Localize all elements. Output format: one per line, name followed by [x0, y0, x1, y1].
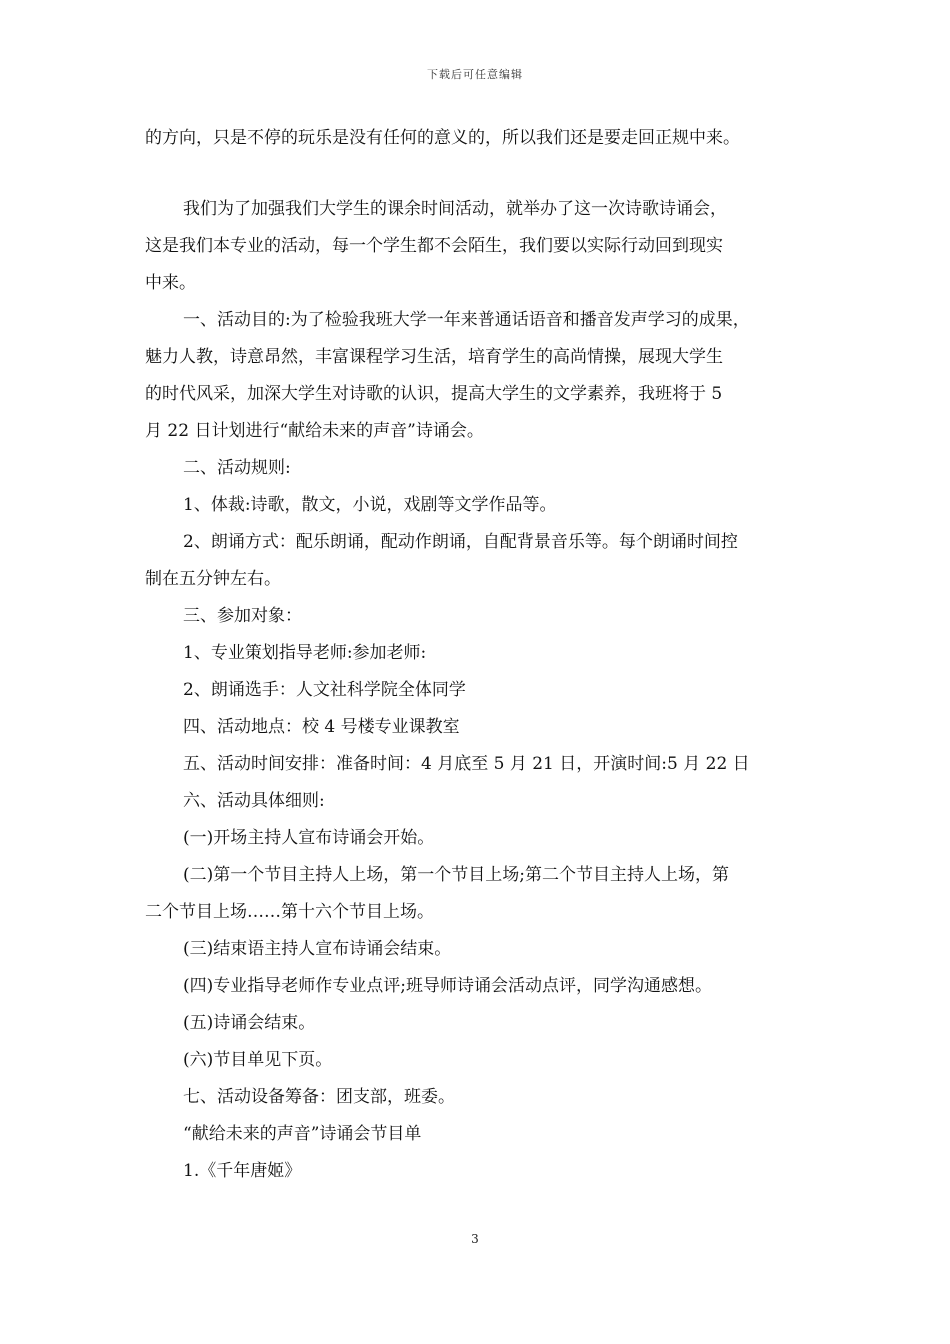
text-line: 的方向，只是不停的玩乐是没有任何的意义的，所以我们还是要走回正规中来。 — [145, 128, 740, 148]
text-line: 我们为了加强我们大学生的课余时间活动，就举办了这一次诗歌诗诵会， — [183, 199, 727, 219]
text-line: (一)开场主持人宣布诗诵会开始。 — [183, 828, 435, 848]
text-line: 这是我们本专业的活动，每一个学生都不会陌生，我们要以实际行动回到现实 — [145, 236, 723, 256]
program-item: 1.《千年唐姬》 — [183, 1161, 302, 1181]
section-heading: 四、活动地点：校 4 号楼专业课教室 — [183, 717, 460, 737]
section-heading: 五、活动时间安排：准备时间：4 月底至 5 月 21 日，开演时间:5 月 22 日 — [183, 754, 750, 774]
section-heading: 七、活动设备筹备：团支部，班委。 — [183, 1087, 455, 1107]
page-number: 3 — [471, 1232, 479, 1246]
text-line: 1、体裁:诗歌，散文，小说，戏剧等文学作品等。 — [183, 495, 557, 515]
text-line: 制在五分钟左右。 — [145, 569, 281, 589]
section-heading: 六、活动具体细则: — [183, 791, 325, 811]
text-line: (二)第一个节目主持人上场，第一个节目上场;第二个节目主持人上场，第 — [183, 865, 729, 885]
text-line: (四)专业指导老师作专业点评;班导师诗诵会活动点评，同学沟通感想。 — [183, 976, 712, 996]
text-line: 的时代风采，加深大学生对诗歌的认识，提高大学生的文学素养，我班将于 5 — [145, 384, 723, 404]
section-heading: 三、参加对象： — [183, 606, 302, 626]
text-line: 2、朗诵方式：配乐朗诵，配动作朗诵，自配背景音乐等。每个朗诵时间控 — [183, 532, 738, 552]
text-line: 月 22 日计划进行“献给未来的声音”诗诵会。 — [145, 421, 484, 441]
text-line: 二个节目上场……第十六个节目上场。 — [145, 902, 434, 922]
text-line: 2、朗诵选手：人文社科学院全体同学 — [183, 680, 466, 700]
program-title: “献给未来的声音”诗诵会节目单 — [183, 1124, 422, 1144]
text-line: (三)结束语主持人宣布诗诵会结束。 — [183, 939, 452, 959]
text-line: (五)诗诵会结束。 — [183, 1013, 316, 1033]
text-line: 中来。 — [145, 273, 196, 293]
text-line: 1、专业策划指导老师:参加老师: — [183, 643, 427, 663]
header-note: 下载后可任意编辑 — [427, 68, 523, 81]
text-line: 魅力人教，诗意昂然，丰富课程学习生活，培育学生的高尚情操，展现大学生 — [145, 347, 723, 367]
text-line: 一、活动目的:为了检验我班大学一年来普通话语音和播音发声学习的成果， — [183, 310, 750, 330]
section-heading: 二、活动规则: — [183, 458, 291, 478]
text-line: (六)节目单见下页。 — [183, 1050, 333, 1070]
document-body — [145, 120, 813, 1190]
